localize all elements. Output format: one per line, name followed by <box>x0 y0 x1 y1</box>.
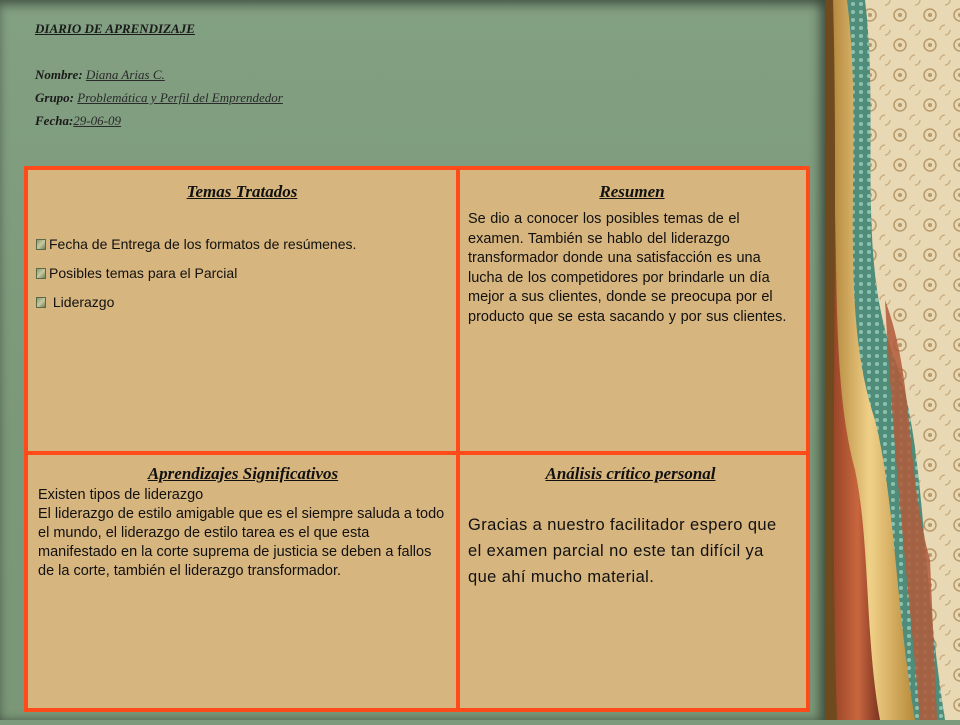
temas-list <box>36 234 448 312</box>
aprendizajes-line2: El liderazgo de estilo amigable que es el siempre saluda a todo el mundo, el liderazgo de estilo tarea es el que esta manifestado en la corte suprema de justicia se deben a fallos de la corte, también el liderazgo transformador. <box>38 506 445 579</box>
table-vertical-divider <box>456 170 460 708</box>
cell-analisis <box>468 464 793 590</box>
fecha-line <box>35 109 283 132</box>
grupo-label: Grupo: <box>35 90 75 105</box>
nombre-label: Nombre: <box>35 67 83 82</box>
header-block <box>35 17 283 132</box>
grupo-line <box>35 86 283 109</box>
fecha-value: 29-06-09 <box>73 113 121 128</box>
analisis-text: Gracias a nuestro facilitador espero que el examen parcial no este tan difícil ya que ahí mucho material. <box>468 516 777 586</box>
fecha-label: Fecha: <box>35 113 74 128</box>
bullet-icon <box>36 268 46 279</box>
list-item: Posibles temas para el Parcial <box>36 263 448 283</box>
table-horizontal-divider <box>28 451 806 455</box>
aprendizajes-title: Aprendizajes Significativos <box>147 464 339 483</box>
journal-table <box>24 166 810 712</box>
nombre-line <box>35 63 283 86</box>
list-item: Fecha de Entrega de los formatos de resúmenes. <box>36 234 448 254</box>
cell-aprendizajes <box>38 464 448 581</box>
resumen-title: Resumen <box>599 182 665 201</box>
decorative-floral-strip <box>825 0 960 720</box>
document-title: DIARIO DE APRENDIZAJE <box>35 21 195 36</box>
grupo-value: Problemática y Perfil del Emprendedor <box>77 90 283 105</box>
temas-title: Temas Tratados <box>186 182 298 201</box>
nombre-value: Diana Arias C. <box>85 67 165 82</box>
cell-resumen <box>468 182 796 327</box>
aprendizajes-line1: Existen tipos de liderazgo <box>38 487 204 503</box>
resumen-text: Se dio a conocer los posibles temas de el examen. También se hablo del liderazgo transformador donde una satisfacción es una lucha de los competidores por brindarle un día mejor a sus clientes, donde se preocupa por el producto que se esta sacando y por sus clientes. <box>468 211 787 325</box>
decorative-swoosh-graphic <box>825 0 960 720</box>
bullet-icon <box>36 297 46 308</box>
bullet-icon <box>36 239 46 250</box>
analisis-title: Análisis crítico personal <box>545 464 716 483</box>
list-item: Liderazgo <box>36 292 448 312</box>
cell-temas-tratados <box>36 182 448 321</box>
